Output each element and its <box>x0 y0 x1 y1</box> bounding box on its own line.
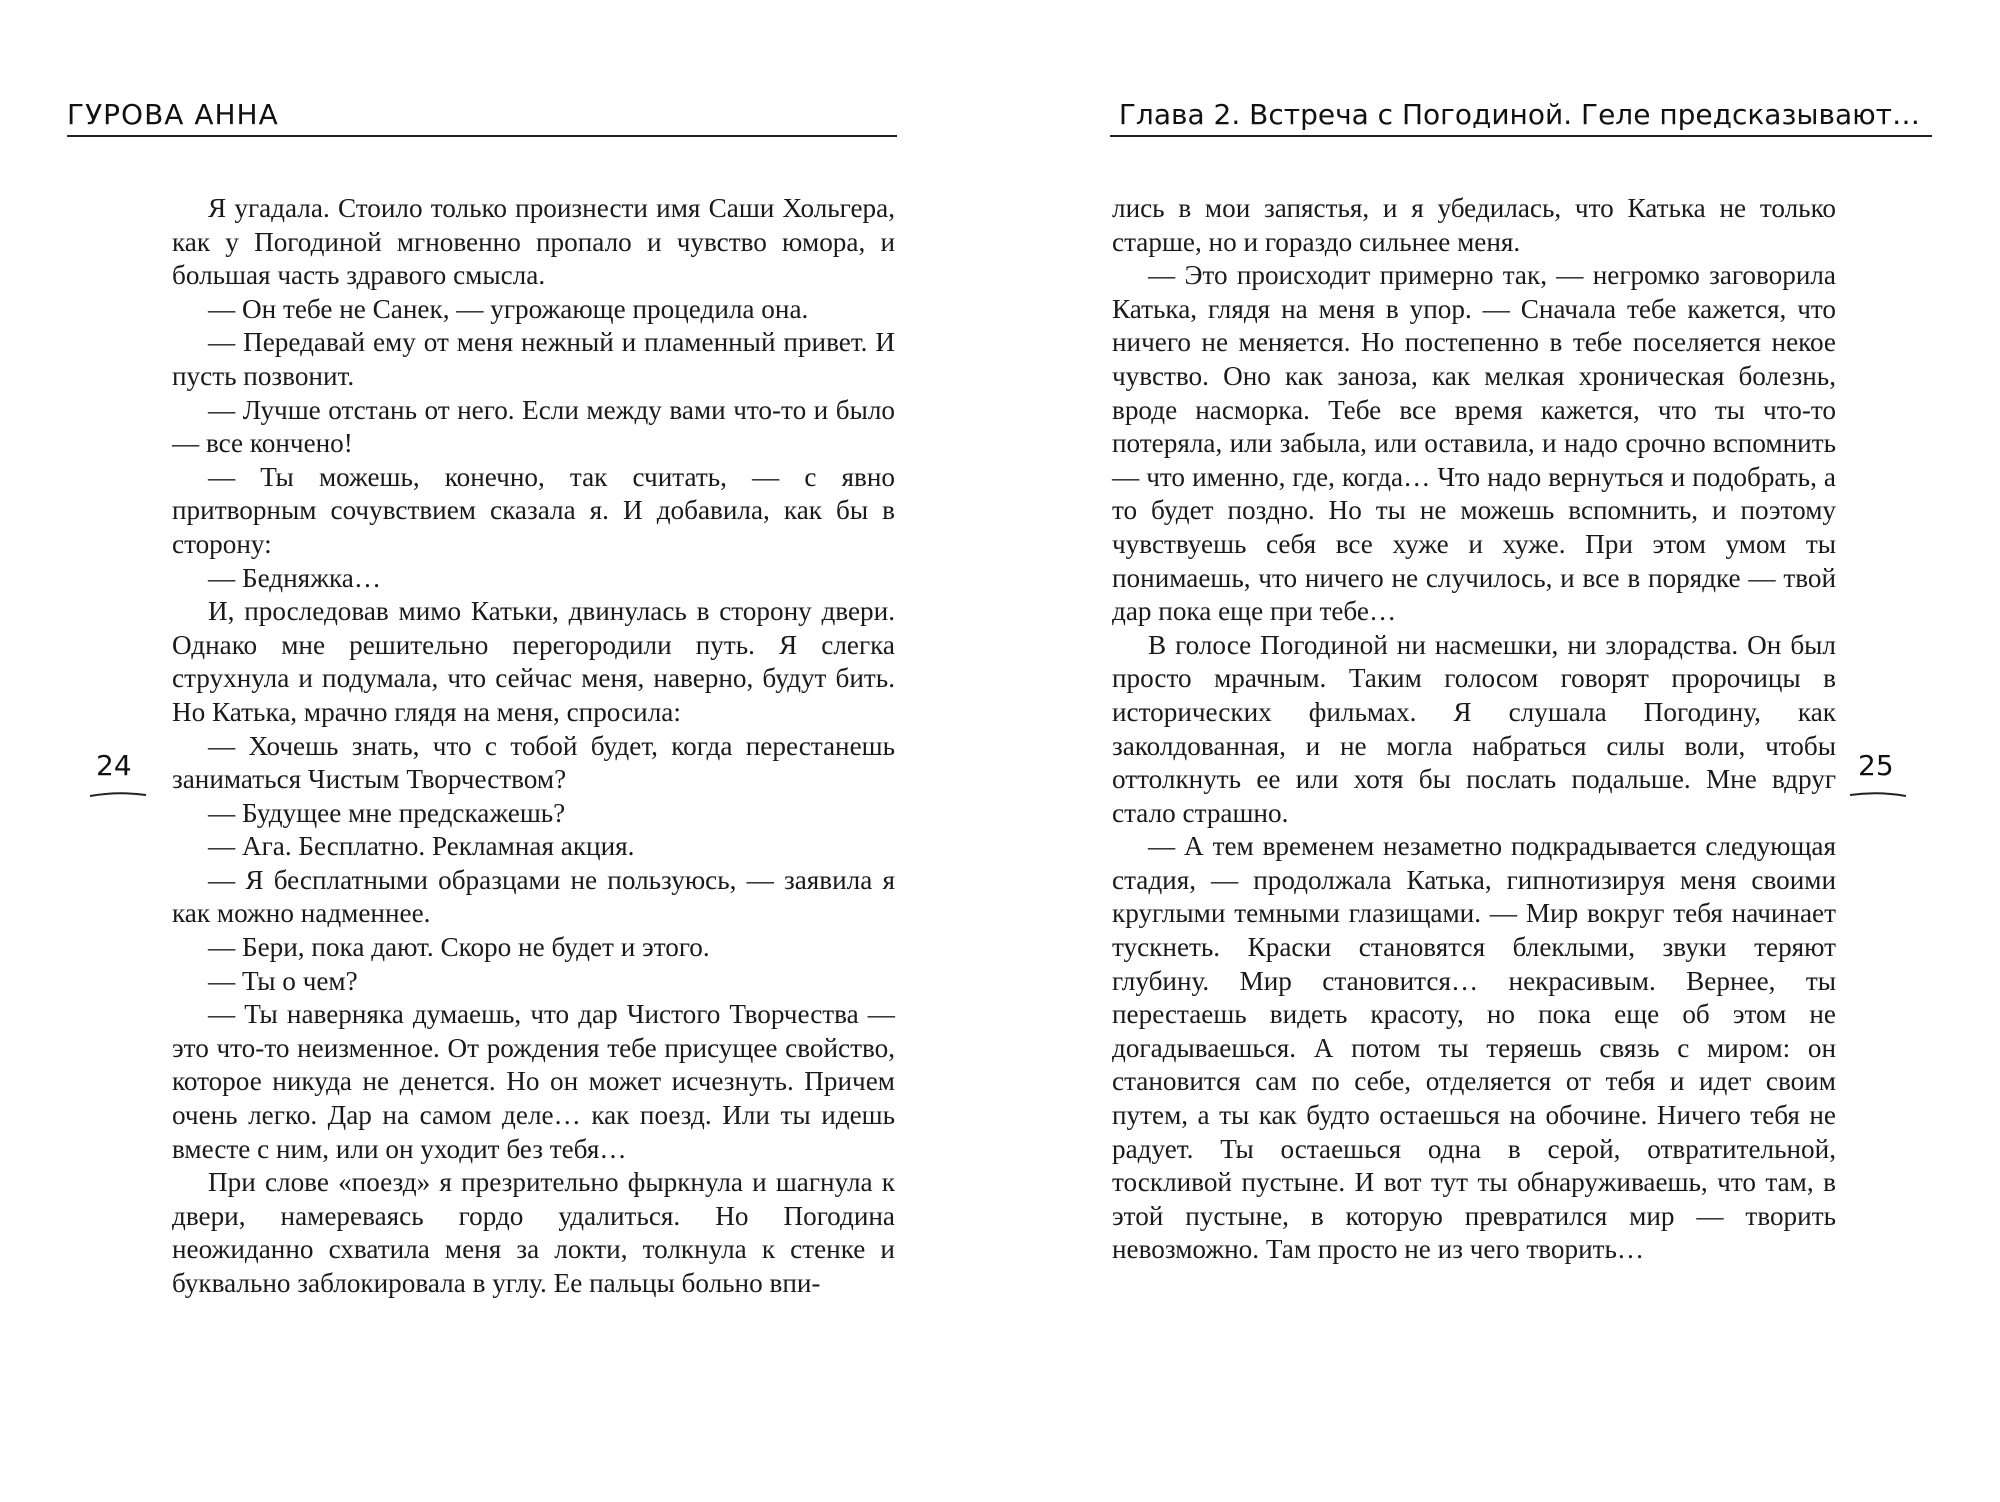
running-head-author: ГУРОВА АННА <box>67 98 279 131</box>
paragraph: — Ты о чем? <box>208 965 358 996</box>
paragraph: — Хочешь знать, что с тобой будет, когда перестанешь заниматься Чистым Творчеством? <box>172 730 895 795</box>
page-number-right: 25 <box>1858 749 1894 782</box>
header-rule-right <box>1110 135 1932 137</box>
paragraph: — Передавай ему от меня нежный и пламенный привет. И пусть позвонит. <box>172 327 895 391</box>
folio-swash-left <box>88 790 148 798</box>
paragraph: — Будущее мне предскажешь? <box>208 797 566 828</box>
folio-swash-right <box>1848 790 1908 798</box>
paragraph: — Бери, пока дают. Скоро не будет и этого. <box>208 932 710 963</box>
paragraph: — Ты наверняка думаешь, что дар Чистого Творчества — это что-то неизменное. От рождения тебе присущее свойство, которое никуда не денется. Но он может исчезнуть. Причем очень легко. Дар на самом деле… как поезд. Или ты идешь вместе с ним, или он уходит без тебя… <box>172 999 895 1164</box>
paragraph: — Бедняжка… <box>208 562 382 593</box>
paragraph: лись в мои запястья, и я убедилась, что Катька не только старше, но и гораздо сильнее меня. <box>1112 193 1836 257</box>
paragraph: — Ты можешь, конечно, так считать, — с явно притворным сочувствием сказала я. И добавила, как бы в сторону: <box>172 461 895 559</box>
paragraph: — Я бесплатными образцами не пользуюсь, — заявила я как можно надменнее. <box>172 864 895 929</box>
header-rule-left <box>67 135 897 137</box>
paragraph: — Ага. Бесплатно. Рекламная акция. <box>208 831 635 862</box>
paragraph: В голосе Погодиной ни насмешки, ни злорадства. Он был просто мрачным. Таким голосом говорят пророчицы в исторических фильмах. Я слушала Погодину, как заколдованная, и не могла набраться силы воли, чтобы оттолкнуть ее или хотя бы послать подальше. Мне вдруг стало страшно. <box>1112 629 1836 828</box>
running-head-chapter: Глава 2. Встреча с Погодиной. Геле предсказывают… <box>1118 98 1920 131</box>
paragraph: — Он тебе не Санек, — угрожающе процедила она. <box>208 293 809 324</box>
right-page-text <box>1112 192 1836 1267</box>
paragraph: — А тем временем незаметно подкрадывается следующая стадия, — продолжала Катька, гипнотизируя меня своими круглыми темными глазищами. — Мир вокруг тебя начинает тускнеть. Краски становятся блеклыми, звуки теряют глубину. Мир становится… некрасивым. Вернее, ты перестаешь видеть красоту, но пока еще об этом не догадываешься. А потом ты теряешь связь с миром: он становится сам по себе, отделяется от тебя и идет своим путем, а ты как будто остаешься на обочине. Ничего тебя не радует. Ты остаешься одна в серой, отвратительной, тоскливой пустыне. И вот тут ты обнаруживаешь, что там, в этой пустыне, в которую превратился мир — творить невозможно. Там просто не из чего творить… <box>1112 831 1836 1265</box>
left-page-text <box>172 192 895 1301</box>
paragraph: — Это происходит примерно так, — негромко заговорила Катька, глядя на меня в упор. — Сначала тебе кажется, что ничего не меняется. Но постепенно в тебе поселяется некое чувство. Оно как заноза, как мелкая хроническая болезнь, вроде насморка. Тебе все время кажется, что ты что-то потеряла, или забыла, или оставила, и надо срочно вспомнить — что именно, где, когда… Что надо вернуться и подобрать, а то будет поздно. Но ты не можешь вспомнить, и поэтому чувствуешь себя все хуже и хуже. При этом умом ты понимаешь, что ничего не случилось, и все в порядке — твой дар пока еще при тебе… <box>1112 260 1836 627</box>
paragraph: И, проследовав мимо Катьки, двинулась в сторону двери. Однако мне решительно перегородили путь. Я слегка струхнула и подумала, что сейчас меня, наверно, будут бить. Но Катька, мрачно глядя на меня, спросила: <box>172 596 895 727</box>
paragraph: Я угадала. Стоило только произнести имя Саши Хольгера, как у Погодиной мгновенно пропало и чувство юмора, и большая часть здравого смысла. <box>172 193 895 291</box>
paragraph: — Лучше отстань от него. Если между вами что-то и было — все кончено! <box>172 394 895 459</box>
page-number-left: 24 <box>96 749 132 782</box>
paragraph: При слове «поезд» я презрительно фыркнула и шагнула к двери, намереваясь гордо удалиться. Но Погодина неожиданно схватила меня за локти, толкнула к стенке и буквально заблокировала в углу. Ее пальцы больно впи- <box>172 1167 895 1298</box>
